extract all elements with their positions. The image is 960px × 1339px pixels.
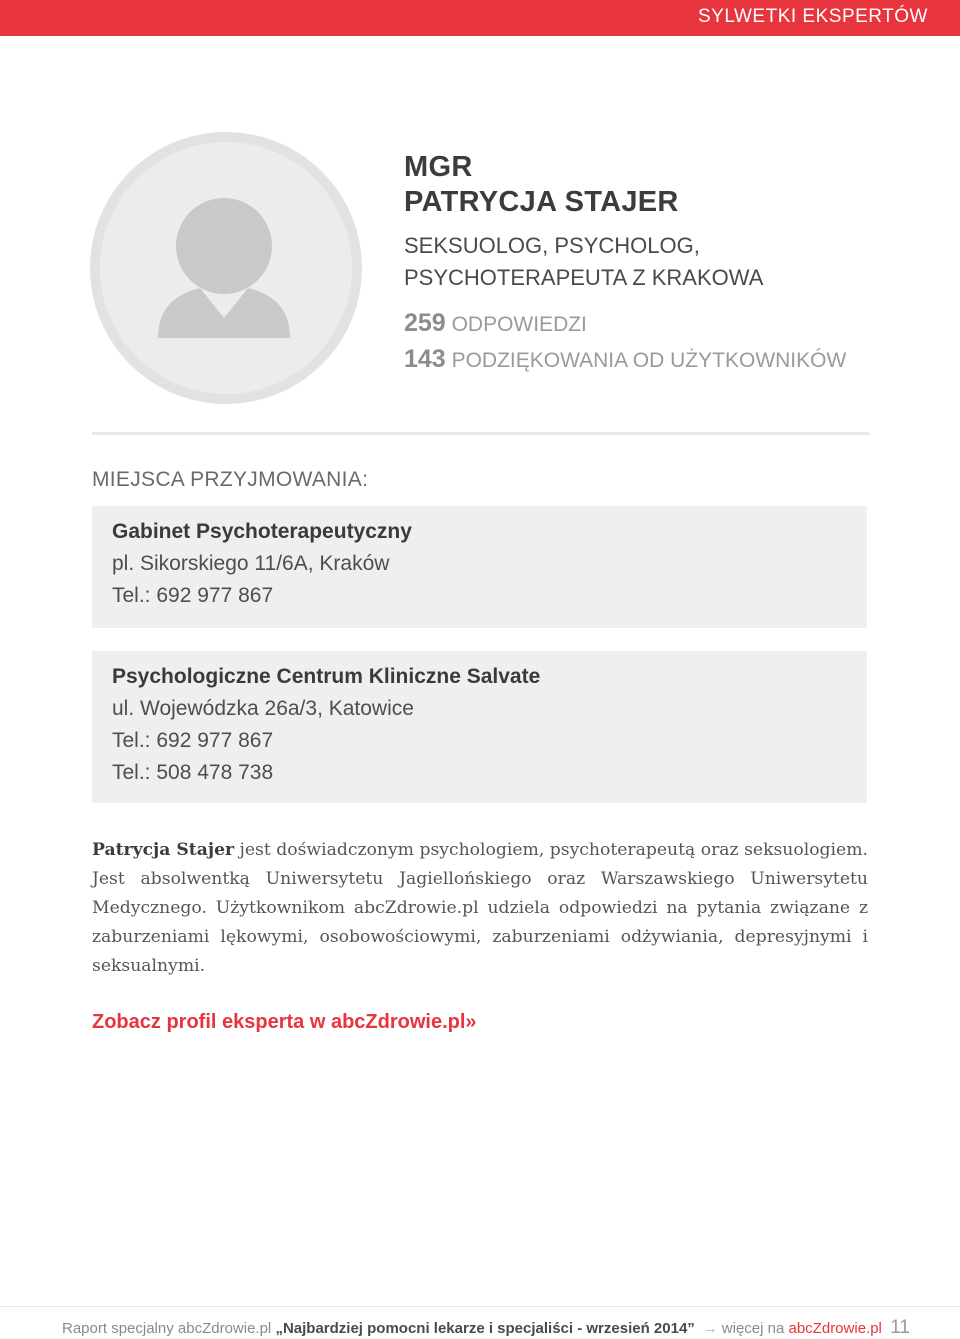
expert-stats: [404, 306, 924, 378]
bio-text: jest doświadczonym psychologiem, psychoterapeutą oraz seksuologiem. Jest absolwentką Uniwersytetu Jagiellońskiego oraz Warszawskiego Uniwersytetu Medycznego. Użytkownikom abcZdrowie.pl udziela odpowiedzi na pytania związane z zaburzeniami lękowymi, osobowościowymi, zaburzeniami odżywiania, depresyjnymi i seksualnymi.: [92, 840, 868, 976]
footer-more: więcej na: [721, 1320, 789, 1337]
expert-specialty: SEKSUOLOG, PSYCHOLOG, PSYCHOTERAPEUTA Z KRAKOWA: [404, 233, 764, 290]
avatar: [90, 132, 362, 404]
places-heading: MIEJSCA PRZYJMOWANIA:: [92, 468, 369, 491]
place-name: Psychologiczne Centrum Kliniczne Salvate: [112, 665, 541, 688]
expert-name: PATRYCJA STAJER: [404, 186, 679, 218]
answers-stat: [404, 306, 924, 342]
place-card: [92, 651, 867, 803]
thanks-label: PODZIĘKOWANIA OD UŻYTKOWNIKÓW: [451, 349, 847, 372]
section-header-bar: [0, 0, 960, 36]
expert-degree: MGR: [404, 151, 473, 183]
expert-header: [404, 150, 924, 378]
page-footer: [0, 1306, 960, 1339]
thanks-stat: [404, 342, 924, 378]
answers-count: 259: [404, 309, 446, 337]
view-profile-link[interactable]: Zobacz profil eksperta w abcZdrowie.pl»: [92, 1011, 477, 1033]
place-address: pl. Sikorskiego 11/6A, Kraków: [112, 552, 390, 575]
arrow-right-icon: →: [702, 1320, 718, 1337]
thanks-count: 143: [404, 345, 446, 373]
place-name: Gabinet Psychoterapeutyczny: [112, 520, 412, 543]
answers-label: ODPOWIEDZI: [451, 313, 587, 336]
footer-domain-link[interactable]: abcZdrowie.pl: [788, 1320, 882, 1337]
place-phone: Tel.: 692 977 867: [112, 584, 274, 607]
place-address: ul. Wojewódzka 26a/3, Katowice: [112, 697, 414, 720]
page-number: 11: [890, 1317, 910, 1338]
bio-name: Patrycja Stajer: [92, 840, 235, 860]
place-phone: Tel.: 692 977 867: [112, 729, 274, 752]
person-silhouette-icon: [100, 142, 352, 394]
section-title: SYLWETKI EKSPERTÓW: [697, 6, 928, 27]
footer-publication: „Najbardziej pomocni lekarze i specjaliści - wrzesień 2014”: [275, 1320, 695, 1337]
place-card: [92, 506, 867, 628]
place-phone: Tel.: 508 478 738: [112, 761, 274, 784]
expert-bio: [92, 836, 868, 981]
divider: [92, 432, 870, 435]
footer-report: Raport specjalny abcZdrowie.pl: [62, 1320, 276, 1337]
